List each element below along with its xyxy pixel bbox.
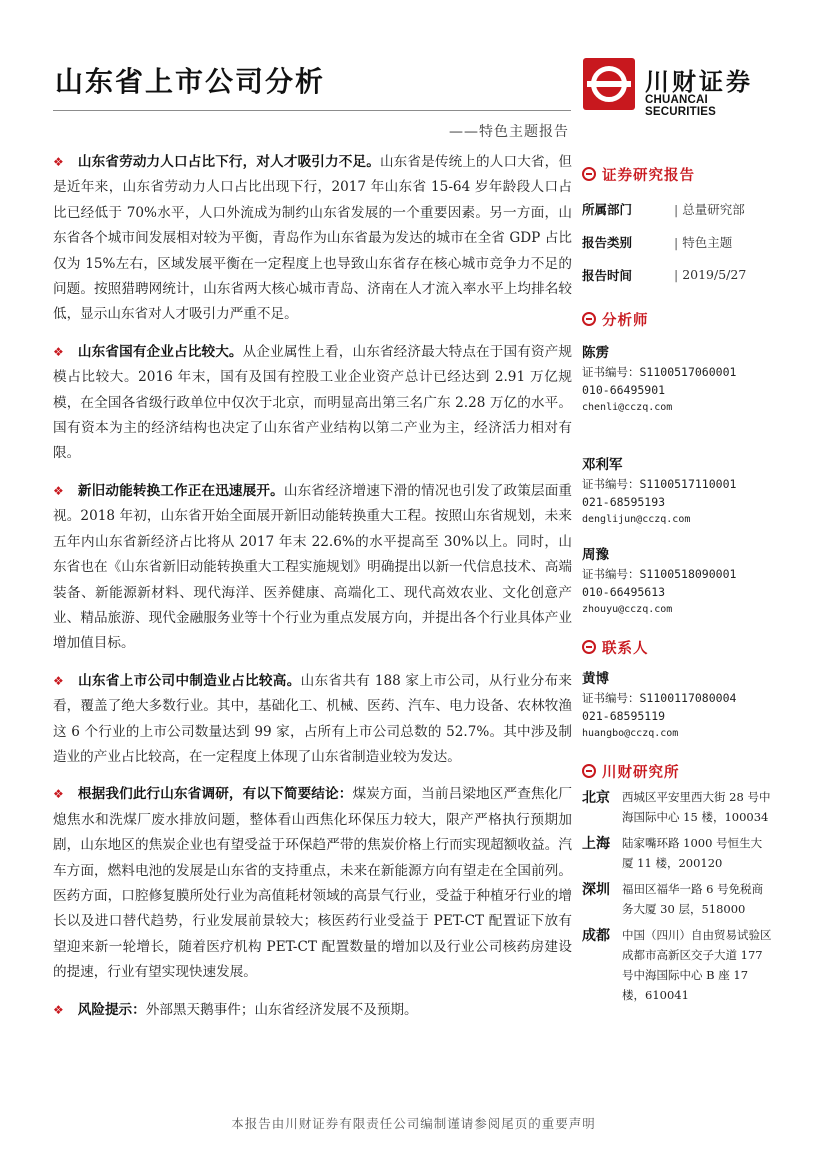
main-content [50, 150, 572, 1035]
paragraph-lead: 风险提示： [77, 1001, 146, 1018]
office-shanghai: 上海 陆家嘴环路 1000 号恒生大厦 11 楼，200120 [582, 836, 763, 870]
paragraph-conclusions [50, 782, 572, 985]
diamond-bullet-icon: ❖ [53, 155, 64, 169]
info-row-category: 报告类别 | 特色主题 [582, 225, 782, 258]
logo-name-cn: 川财证券 [645, 68, 753, 96]
office-chengdu: 成都 中国（四川）自由贸易试验区成都市高新区交子大道 177 号中海国际中心 B 座 17 楼，610041 [582, 928, 772, 1002]
paragraph-lead: 山东省国有企业占比较大。 [77, 343, 243, 360]
info-row-date: 报告时间 | 2019/5/27 [582, 258, 782, 291]
paragraph-lead: 根据我们此行山东省调研，有以下简要结论： [77, 786, 353, 803]
analyst-card: 邓利军 证书编号：S1100517110001 021-68595193 denglijun@cczq.com [582, 453, 782, 529]
paragraph-body: 山东省经济增速下滑的情况也引发了政策层面重视。2018 年初，山东省开始全面展开新旧动能转换重大工程。按照山东省规划，未来五年内山东省新经济占比将从 2017 年末 22.6%的水平提高至 30%以上。同时，山东省也在《山东省新旧动能转换重大工程实施规划》明确提出以新一代信息技术、高端装备、新能源新材料、现代海洋、医养健康、高端化工、现代高效农业、文化创意产业、精品旅游、现代金融服务业等十个行业为重点发展方向，并提出各个行业具体产业增加值目标。 [53, 482, 573, 652]
page-subtitle: ——特色主题报告 [449, 124, 569, 140]
section-header-analysts: 分析师 [582, 307, 782, 331]
diamond-bullet-icon: ❖ [53, 1002, 64, 1017]
paragraph-lead: 山东省上市公司中制造业占比较高。 [78, 672, 301, 689]
info-row-department: 所属部门 | 总量研究部 [582, 192, 782, 225]
section-header-contacts: 联系人 [582, 635, 782, 659]
office-shenzhen: 深圳 福田区福华一路 6 号免税商务大厦 30 层，518000 [582, 882, 764, 916]
paragraph-body: 从企业属性上看，山东省经济最大特点在于国有资产规模占比较大。2016 年末，国有及国有控股工业企业资产总计已经达到 2.91 万亿规模，在全国各省级行政单位中仅次于北京，而明显高出第三名广东 2.28 万亿的水平。国有资本为主的经济结构也决定了山东省产业结构以第二产业为主，经济活力相对有限。 [53, 343, 573, 462]
paragraph-body: 外部黑天鹅事件；山东省经济发展不及预期。 [145, 1001, 418, 1018]
analyst-card: 陈雳 证书编号：S1100517060001 010-66495901 chenli@cczq.com [582, 341, 782, 417]
company-logo [583, 58, 773, 118]
section-marker-icon [582, 312, 596, 326]
logo-mark-icon [583, 58, 635, 110]
paragraph-lead: 新旧动能转换工作正在迅速展开。 [77, 482, 284, 499]
contact-card: 黄博 证书编号：S1100117080004 021-68595119 huangbo@cczq.com [582, 667, 782, 743]
paragraph-manufacturing [50, 669, 572, 771]
section-marker-icon [582, 167, 596, 181]
page-footer-disclaimer: 本报告由川财证券有限责任公司编制谨请参阅尾页的重要声明 [231, 1116, 596, 1131]
paragraph-body: 山东省是传统上的人口大省，但是近年来，山东省劳动力人口占比出现下行，2017 年山东省 15-64 岁年龄段人口占比已经低于 70%水平，人口外流成为制约山东省发展的一个重要因素。另一方面，山东省各个城市间发展相对较为平衡，青岛作为山东省最为发达的城市在全省 GDP 占比仅为 15%左右，区域发展平衡在一定程度上也导致山东省存在核心城市竞争力不足的问题。按照猎聘网统计，山东省两大核心城市青岛、济南在人才流入率水平上均排名较低，显示山东省对人才吸引力严重不足。 [53, 154, 573, 323]
page-title: 山东省上市公司分析 [55, 65, 326, 98]
section-header-report: 证券研究报告 [582, 162, 782, 186]
analyst-email[interactable]: zhouyu@cczq.com [582, 604, 673, 615]
paragraph-body: 煤炭方面，当前吕梁地区严查焦化厂熄焦水和洗煤厂废水排放问题，整体看山西焦化环保压力较大，限产严格执行预期加剧，山东地区的焦炭企业也有望受益于环保趋严带的焦炭价格上行而实现超额收益。汽车方面，燃料电池的发展是山东省的支持重点，未来在新能源方向有望走在全国前列。医药方面，口腔修复膜所处行业为高值耗材领域的高景气行业，受益于种植牙行业的增长以及进口替代趋势，行业发展前景较大；核医药行业受益于 PET-CT 配置证下放有望迎来新一轮增长，随着医疗机构 PET-CT 配置数量的增加以及行业公司核药房建设的提速，行业有望实现快速发展。 [53, 786, 573, 981]
section-header-institute: 川财研究所 [582, 759, 782, 783]
analyst-card: 周豫 证书编号：S1100518090001 010-66495613 zhouyu@cczq.com [582, 543, 782, 619]
paragraph-lead: 山东省劳动力人口占比下行，对人才吸引力不足。 [77, 154, 380, 170]
sidebar [582, 162, 782, 1011]
title-divider [53, 110, 571, 111]
paragraph-transition [50, 479, 572, 657]
paragraph-labor [50, 150, 572, 328]
diamond-bullet-icon: ❖ [53, 483, 64, 498]
diamond-bullet-icon: ❖ [53, 673, 65, 688]
section-marker-icon [582, 640, 596, 654]
paragraph-body: 山东省共有 188 家上市公司，从行业分布来看，覆盖了绝大多数行业。其中，基础化工、机械、医药、汽车、电力设备、农林牧渔这 6 个行业的上市公司数量达到 99 家，占所有上市公司总数的 52.7%。其中涉及制造业的产业占比较高，在一定程度上体现了山东省制造业较为发达。 [53, 672, 573, 765]
office-beijing: 北京 西城区平安里西大街 28 号中海国际中心 15 楼，100034 [582, 790, 771, 824]
analyst-email[interactable]: denglijun@cczq.com [582, 514, 691, 525]
section-marker-icon [582, 764, 596, 778]
paragraph-risk [50, 998, 572, 1023]
logo-name-en: CHUANCAI SECURITIES [645, 94, 717, 118]
diamond-bullet-icon: ❖ [53, 787, 64, 802]
analyst-email[interactable]: chenli@cczq.com [582, 402, 673, 413]
contact-email[interactable]: huangbo@cczq.com [582, 728, 679, 739]
diamond-bullet-icon: ❖ [53, 344, 64, 359]
paragraph-soe [50, 340, 572, 467]
